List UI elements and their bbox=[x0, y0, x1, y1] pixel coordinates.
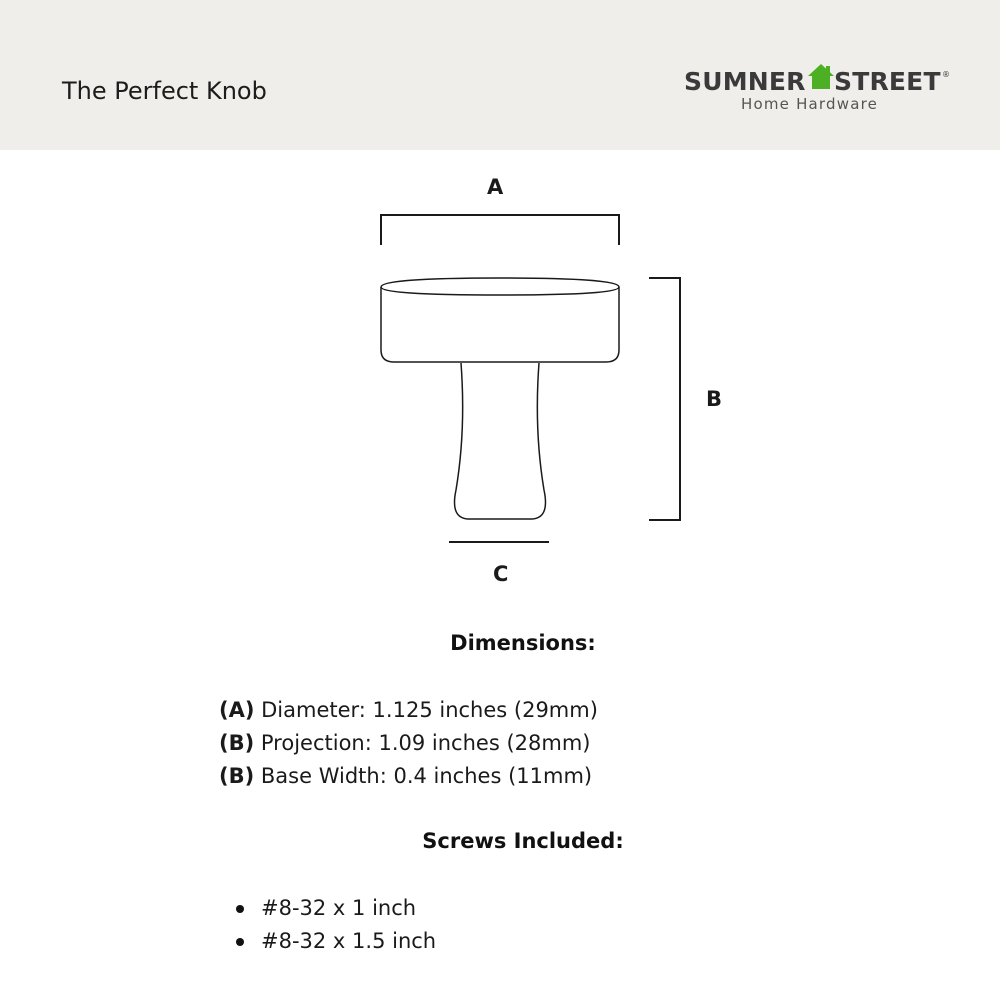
screws-list bbox=[234, 892, 436, 958]
header-banner bbox=[0, 0, 1000, 150]
label-a: A bbox=[487, 175, 504, 199]
label-c: C bbox=[493, 562, 509, 586]
list-item bbox=[234, 925, 436, 958]
dimension-text: Projection: 1.09 inches (28mm) bbox=[260, 731, 591, 755]
screw-text: #8-32 x 1 inch bbox=[261, 896, 417, 920]
dimensions-list bbox=[219, 694, 598, 793]
page-title: The Perfect Knob bbox=[62, 77, 267, 105]
knob-drawing bbox=[0, 150, 1000, 600]
list-item bbox=[234, 892, 436, 925]
screws-heading: Screws Included: bbox=[422, 829, 624, 853]
registered-mark: ® bbox=[942, 70, 950, 79]
dimension-text: Diameter: 1.125 inches (29mm) bbox=[261, 698, 598, 722]
logo-word-right: STREET bbox=[834, 67, 941, 96]
logo-tagline: Home Hardware bbox=[741, 95, 879, 113]
screw-text: #8-32 x 1.5 inch bbox=[261, 929, 437, 953]
label-b: B bbox=[706, 387, 723, 411]
bracket-b bbox=[649, 278, 680, 520]
dimension-text: Base Width: 0.4 inches (11mm) bbox=[260, 764, 593, 788]
bracket-a bbox=[381, 215, 619, 245]
brand-logo bbox=[684, 62, 954, 114]
logo-word-left: SUMNER bbox=[684, 67, 806, 96]
knob-diagram bbox=[0, 150, 1000, 600]
knob-cap bbox=[381, 278, 619, 362]
dimension-tag: (B) bbox=[219, 731, 255, 755]
dimension-row-base-width bbox=[219, 760, 598, 793]
dimension-tag: (B) bbox=[219, 764, 255, 788]
dimension-tag: (A) bbox=[219, 698, 255, 722]
dimension-row-diameter bbox=[219, 694, 598, 727]
bullet-icon bbox=[236, 905, 244, 913]
dimensions-heading: Dimensions: bbox=[450, 631, 596, 655]
bullet-icon bbox=[236, 938, 244, 946]
dimension-row-projection bbox=[219, 727, 598, 760]
knob-stem bbox=[455, 363, 546, 519]
house-icon bbox=[806, 62, 836, 92]
